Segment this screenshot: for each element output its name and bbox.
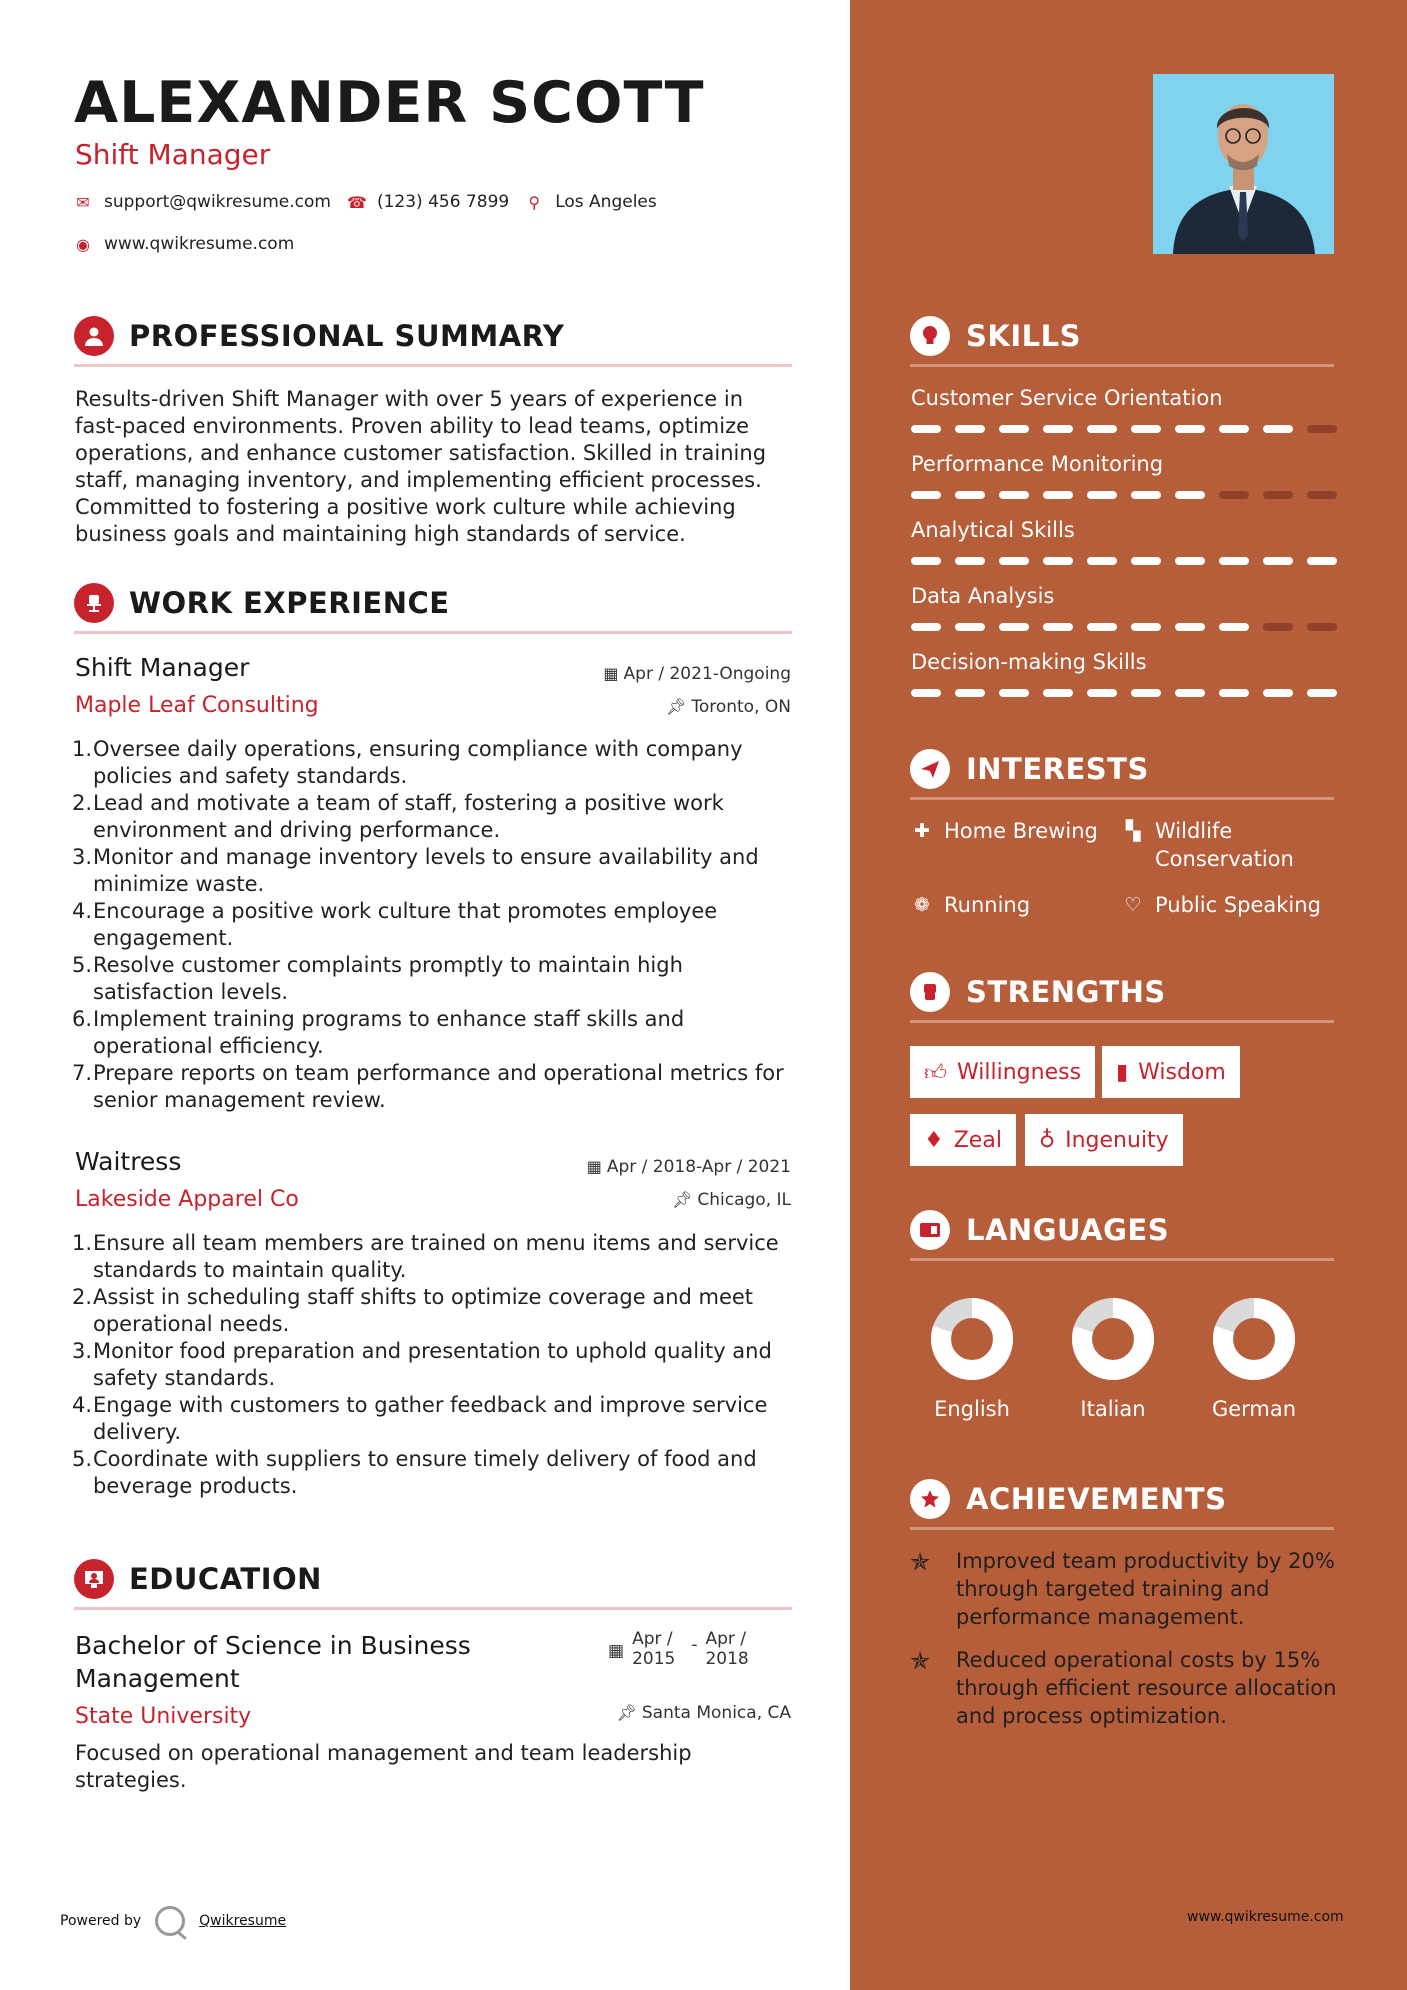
divider (910, 1527, 1334, 1530)
skill-level-bar (911, 557, 1337, 565)
skill-level-segment (1131, 491, 1161, 499)
skill-level-segment (1043, 689, 1073, 697)
education-location (617, 1703, 791, 1723)
interest-label: Home Brewing (944, 819, 1098, 843)
fist-icon (910, 972, 950, 1012)
strengths-heading (910, 972, 1166, 1012)
list-item: 4. Encourage a positive work culture that promotes employee engagement. (72, 899, 718, 950)
interests-heading (910, 749, 1149, 789)
summary-heading (74, 316, 564, 356)
skills-title: SKILLS (966, 319, 1081, 353)
interest-label: Running (944, 893, 1031, 917)
interest-item (910, 891, 1030, 919)
experience-heading (74, 583, 450, 623)
education-location-text: Santa Monica, CA (641, 1703, 791, 1723)
office-chair-icon (74, 583, 114, 623)
skill-level-segment (911, 491, 941, 499)
job-duties (72, 1230, 792, 1500)
list-item: 5. Resolve customer complaints promptly to maintain high satisfaction levels. (72, 953, 683, 1004)
language-icon (910, 1210, 950, 1250)
skill-level-segment (999, 689, 1029, 697)
summary-title: PROFESSIONAL SUMMARY (129, 319, 565, 353)
calendar-icon: ▦ (603, 664, 619, 683)
heartbeat-icon: ♡ (1124, 894, 1142, 916)
summary-text: Results-driven Shift Manager with over 5 years of experience in fast-paced environments. Proven ability to lead teams, optimize operations, and enhance customer satisfaction. Skilled in training staff, managing inventory, and implementing efficient processes. Committed to fostering a positive work culture while achieving business goals and maintaining high standards of service. (75, 387, 767, 546)
envelope-icon: ✉ (76, 192, 90, 212)
book-icon: ▮ (1116, 1059, 1129, 1085)
contact-website[interactable]: www.qwikresume.com (104, 234, 295, 254)
job-location (666, 697, 791, 717)
list-item: 5. Coordinate with suppliers to ensure timely delivery of food and beverage products. (72, 1447, 757, 1498)
list-item: 1. Oversee daily operations, ensuring compliance with company policies and safety standards. (72, 737, 743, 788)
skill-level-segment (1087, 425, 1117, 433)
skill-level-segment (1263, 689, 1293, 697)
divider (910, 1020, 1334, 1023)
calendar-icon: ▦ (608, 1641, 625, 1661)
skill-level-segment (955, 557, 985, 565)
job-dates-text: Apr / 2018-Apr / 2021 (606, 1157, 791, 1177)
job-dates (603, 664, 791, 684)
degree-line: Bachelor of Science in Business (75, 1631, 471, 1660)
strength-badge (1102, 1046, 1240, 1098)
footer-site[interactable]: www.qwikresume.com (1187, 1909, 1344, 1925)
list-item: 6. Implement training programs to enhance staff skills and operational efficiency. (72, 1007, 685, 1058)
calendar-icon: ▦ (586, 1157, 602, 1176)
candidate-name: ALEXANDER SCOTT (74, 70, 705, 136)
skill-name: Performance Monitoring (911, 452, 1164, 476)
graduate-icon (74, 1559, 114, 1599)
skill-level-segment (999, 623, 1029, 631)
skill-level-segment (955, 491, 985, 499)
skill-level-segment (911, 425, 941, 433)
skill-level-segment (911, 557, 941, 565)
list-item: 3. Monitor and manage inventory levels to ensure availability and minimize waste. (72, 845, 759, 896)
strengths-title: STRENGTHS (966, 975, 1166, 1009)
skill-level-segment (1131, 623, 1161, 631)
interest-item (1121, 891, 1321, 919)
skill-level-segment (1307, 557, 1337, 565)
date-separator: - (691, 1635, 698, 1655)
contact-email[interactable]: support@qwikresume.com (104, 192, 331, 212)
language-name: English (934, 1397, 1010, 1421)
list-item: 4. Engage with customers to gather feedback and improve service delivery. (72, 1393, 768, 1444)
language-level-donut (1211, 1296, 1297, 1386)
map-icon: ▚ (1125, 820, 1141, 842)
skill-level-segment (1043, 425, 1073, 433)
languages-title: LANGUAGES (966, 1213, 1170, 1247)
skill-level-segment (1175, 425, 1205, 433)
globe-icon: ◉ (76, 234, 90, 254)
education-heading (74, 1559, 322, 1599)
star-icon (910, 1479, 950, 1519)
list-item: 3. Monitor food preparation and presentation to uphold quality and safety standards. (72, 1339, 772, 1390)
divider (74, 364, 792, 367)
skill-level-segment (1087, 557, 1117, 565)
puzzle-icon: ✚ (914, 820, 930, 842)
skill-name: Analytical Skills (911, 518, 1075, 542)
job-duties (72, 736, 792, 1114)
contact-phone[interactable]: (123) 456 7899 (376, 192, 510, 212)
pushpin-icon: 📌︎ (672, 1190, 693, 1209)
contact-website-row (74, 234, 294, 254)
skill-level-segment (1219, 557, 1249, 565)
strength-badge (910, 1114, 1016, 1166)
phone-icon: ☎ (346, 192, 367, 212)
contact-row (74, 192, 657, 212)
paw-icon: ❁ (914, 894, 930, 916)
interest-item (1121, 817, 1294, 873)
job-title: Shift Manager (75, 653, 250, 682)
education-start: Apr / 2015 (632, 1629, 676, 1669)
list-item: 2. Assist in scheduling staff shifts to optimize coverage and meet operational needs. (72, 1285, 754, 1336)
strength-label: Wisdom (1138, 1059, 1226, 1085)
skill-level-segment (1043, 491, 1073, 499)
skill-name: Customer Service Orientation (911, 386, 1223, 410)
list-item: 2. Lead and motivate a team of staff, fostering a positive work environment and driving performance. (72, 791, 724, 842)
fire-icon: ♦ (924, 1127, 944, 1153)
skill-level-segment (1263, 623, 1293, 631)
skill-level-segment (1131, 425, 1161, 433)
interest-label: Wildlife Conservation (1155, 819, 1294, 871)
skill-level-segment (1263, 557, 1293, 565)
achievement-item (910, 1646, 1340, 1730)
strength-label: Ingenuity (1065, 1127, 1169, 1153)
language-name: Italian (1080, 1397, 1146, 1421)
language-level-donut (929, 1296, 1015, 1386)
thumbs-up-icon: 👍︎ (924, 1060, 947, 1086)
skill-level-segment (1175, 623, 1205, 631)
skill-level-segment (1087, 689, 1117, 697)
skill-level-segment (1175, 689, 1205, 697)
skill-level-segment (1263, 491, 1293, 499)
list-item: 7. Prepare reports on team performance and operational metrics for senior management review. (72, 1061, 784, 1112)
divider (74, 631, 792, 634)
strength-badge (910, 1046, 1095, 1098)
skill-level-segment (1263, 425, 1293, 433)
language-name: German (1211, 1397, 1297, 1421)
skill-level-segment (1307, 491, 1337, 499)
job-location-text: Chicago, IL (697, 1190, 791, 1210)
star-icon: ✯ (910, 1548, 931, 1576)
strength-label: Zeal (953, 1127, 1002, 1153)
skill-level-segment (955, 425, 985, 433)
education-title: EDUCATION (129, 1562, 322, 1596)
skill-level-segment (1219, 425, 1249, 433)
skill-level-bar (911, 689, 1337, 697)
strength-badge (1025, 1114, 1183, 1166)
education-description: Focused on operational management and team leadership strategies. (75, 1741, 692, 1792)
skill-level-segment (999, 557, 1029, 565)
degree (75, 1629, 471, 1695)
paper-plane-icon (910, 749, 950, 789)
skill-level-segment (1307, 623, 1337, 631)
skill-level-segment (1043, 623, 1073, 631)
strength-label: Willingness (957, 1059, 1082, 1085)
skill-level-segment (1175, 557, 1205, 565)
contact-location: Los Angeles (555, 192, 657, 212)
user-icon (74, 316, 114, 356)
job-location-text: Toronto, ON (691, 697, 791, 717)
list-item: 1. Ensure all team members are trained on menu items and service standards to maintain quality. (72, 1231, 779, 1282)
skill-level-segment (955, 623, 985, 631)
languages-heading (910, 1210, 1169, 1250)
skill-level-segment (1219, 623, 1249, 631)
interest-label: Public Speaking (1155, 893, 1321, 917)
qwikresume-logo-icon (155, 1906, 185, 1936)
job-location (672, 1190, 791, 1210)
divider (910, 797, 1334, 800)
skill-level-segment (1087, 491, 1117, 499)
skill-name: Data Analysis (911, 584, 1055, 608)
job-dates-text: Apr / 2021-Ongoing (623, 664, 791, 684)
footer-powered (60, 1906, 286, 1936)
skill-name: Decision-making Skills (911, 650, 1147, 674)
skill-level-segment (999, 425, 1029, 433)
divider (910, 1258, 1334, 1261)
skill-level-segment (1131, 557, 1161, 565)
education-end: Apr / 2018 (705, 1629, 749, 1669)
lightbulb-icon (910, 316, 950, 356)
skill-level-segment (1307, 689, 1337, 697)
achievements-heading (910, 1479, 1226, 1519)
skill-level-segment (1131, 689, 1161, 697)
job-title: Waitress (75, 1147, 182, 1176)
achievements-title: ACHIEVEMENTS (966, 1482, 1227, 1516)
divider (74, 1607, 792, 1610)
job-company: Lakeside Apparel Co (75, 1187, 299, 1212)
candidate-role: Shift Manager (75, 138, 271, 171)
qwikresume-link[interactable]: Qwikresume (199, 1913, 287, 1929)
skill-level-segment (1043, 557, 1073, 565)
job-company: Maple Leaf Consulting (75, 693, 319, 718)
skill-level-bar (911, 491, 1337, 499)
skill-level-segment (1087, 623, 1117, 631)
skill-level-bar (911, 623, 1337, 631)
pushpin-icon: 📌︎ (616, 1703, 637, 1722)
skill-level-segment (911, 689, 941, 697)
map-marker-icon: ⚲ (528, 192, 541, 212)
interest-item (910, 817, 1098, 845)
divider (910, 364, 1334, 367)
interests-title: INTERESTS (966, 752, 1149, 786)
skill-level-segment (1219, 689, 1249, 697)
achievement-text: Improved team productivity by 20% through targeted training and performance management. (956, 1549, 1335, 1629)
school: State University (75, 1704, 252, 1729)
skill-level-segment (1175, 491, 1205, 499)
language-level-donut (1070, 1296, 1156, 1386)
skill-level-segment (1219, 491, 1249, 499)
profile-photo (1153, 74, 1334, 254)
experience-title: WORK EXPERIENCE (129, 586, 450, 620)
skill-level-bar (911, 425, 1337, 433)
lightbulb-icon: ♁ (1039, 1127, 1056, 1153)
star-icon: ✯ (910, 1647, 931, 1675)
pushpin-icon: 📌︎ (666, 697, 687, 716)
achievement-item (910, 1547, 1340, 1631)
skill-level-segment (911, 623, 941, 631)
achievement-text: Reduced operational costs by 15% through efficient resource allocation and process optimization. (956, 1648, 1337, 1728)
skill-level-segment (999, 491, 1029, 499)
skill-level-segment (955, 689, 985, 697)
degree-line: Management (75, 1664, 240, 1693)
powered-by-label: Powered by (60, 1913, 142, 1929)
skill-level-segment (1307, 425, 1337, 433)
job-dates (587, 1157, 791, 1177)
skills-heading (910, 316, 1081, 356)
education-dates (608, 1629, 749, 1669)
